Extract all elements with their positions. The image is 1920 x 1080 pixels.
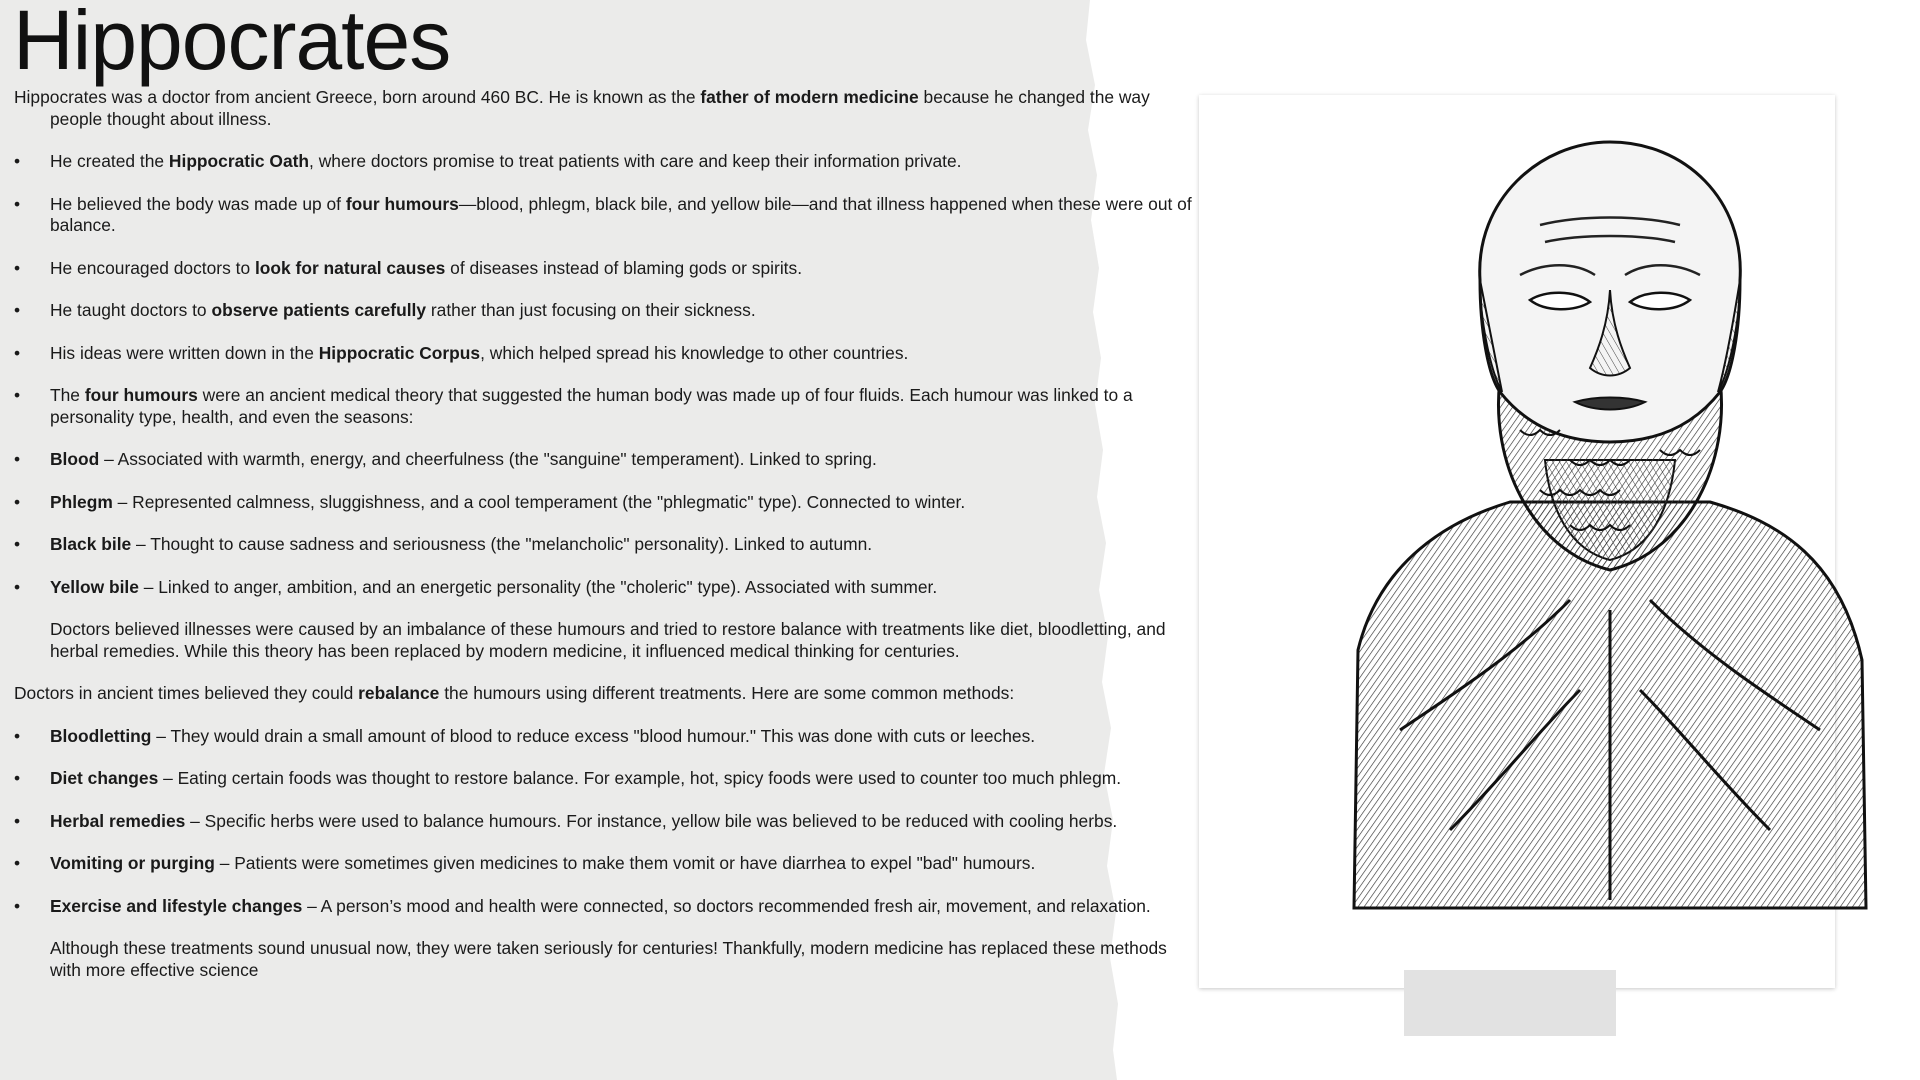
- content-body: [14, 87, 1194, 981]
- bullet-icon: •: [14, 257, 21, 278]
- humour-item-phlegm: • Phlegm – Represented calmness, sluggishness, and a cool temperament (the "phlegmatic" type). Connected to winter.: [14, 491, 966, 512]
- fact-item-natural-causes: • He encouraged doctors to look for natural causes of diseases instead of blaming gods or spirits.: [14, 257, 803, 278]
- bullet-icon: •: [14, 193, 21, 214]
- bullet-icon: •: [14, 853, 21, 873]
- bullet-icon: •: [14, 725, 21, 746]
- hippocrates-bust-image: [1340, 130, 1880, 920]
- bullet-icon: •: [14, 300, 21, 320]
- treatment-item-herbal: • Herbal remedies – Specific herbs were used to balance humours. For instance, yellow bile was believed to be reduced with cooling herbs.: [14, 810, 1118, 831]
- treatment-item-exercise: • Exercise and lifestyle changes – A person’s mood and health were connected, so doctors recommended fresh air, movement, and relaxation.: [14, 895, 1151, 916]
- humours-note: Doctors believed illnesses were caused by an imbalance of these humours and tried to restore balance with treatments like diet, bloodletting, and herbal remedies. While this theory has been replaced by modern medicine, it influenced medical thinking for centuries.: [50, 619, 1166, 661]
- treatments-intro: Doctors in ancient times believed they could rebalance the humours using different treatments. Here are some common methods:: [14, 683, 1015, 703]
- treatment-item-purging: • Vomiting or purging – Patients were sometimes given medicines to make them vomit or have diarrhea to expel "bad" humours.: [14, 853, 1036, 873]
- bullet-icon: •: [14, 534, 21, 554]
- intro-paragraph: Hippocrates was a doctor from ancient Greece, born around 460 BC. He is known as the father of modern medicine because he changed the way people thought about illness.: [14, 87, 1150, 129]
- bullet-icon: •: [14, 491, 21, 512]
- humour-item-black-bile: • Black bile – Thought to cause sadness and seriousness (the "melancholic" personality). Linked to autumn.: [14, 534, 873, 554]
- humour-item-blood: • Blood – Associated with warmth, energy, and cheerfulness (the "sanguine" temperament). Linked to spring.: [14, 449, 877, 469]
- humour-item-yellow-bile: • Yellow bile – Linked to anger, ambition, and an energetic personality (the "choleric" type). Associated with summer.: [14, 576, 938, 597]
- page-title: Hippocrates: [13, 0, 451, 87]
- bullet-icon: •: [14, 810, 21, 831]
- fact-item-observe-patients: • He taught doctors to observe patients carefully rather than just focusing on their sickness.: [14, 300, 756, 320]
- bullet-icon: •: [14, 385, 21, 405]
- bullet-icon: •: [14, 449, 21, 469]
- bullet-icon: •: [14, 151, 21, 171]
- fact-item-humour-theory: • The four humours were an ancient medical theory that suggested the human body was made up of four fluids. Each humour was linked to a personality type, health, and even the seasons:: [14, 385, 1133, 427]
- treatment-item-diet: • Diet changes – Eating certain foods was thought to restore balance. For example, hot, spicy foods were used to counter too much phlegm.: [14, 768, 1122, 788]
- bullet-icon: •: [14, 768, 21, 788]
- fact-item-four-humours: • He believed the body was made up of four humours—blood, phlegm, black bile, and yellow bile—and that illness happened when these were out of balance.: [14, 193, 1192, 235]
- bullet-icon: •: [14, 576, 21, 597]
- caption-placeholder-bar: [1404, 970, 1616, 1036]
- closing-note: Although these treatments sound unusual now, they were taken seriously for centuries! Thankfully, modern medicine has replaced these methods with more effective science: [50, 938, 1167, 980]
- treatment-item-bloodletting: • Bloodletting – They would drain a small amount of blood to reduce excess "blood humour." This was done with cuts or leeches.: [14, 725, 1036, 746]
- bullet-icon: •: [14, 342, 21, 363]
- fact-item-oath: • He created the Hippocratic Oath, where doctors promise to treat patients with care and keep their information private.: [14, 151, 962, 171]
- bullet-icon: •: [14, 895, 21, 916]
- fact-item-corpus: • His ideas were written down in the Hippocratic Corpus, which helped spread his knowledge to other countries.: [14, 342, 909, 363]
